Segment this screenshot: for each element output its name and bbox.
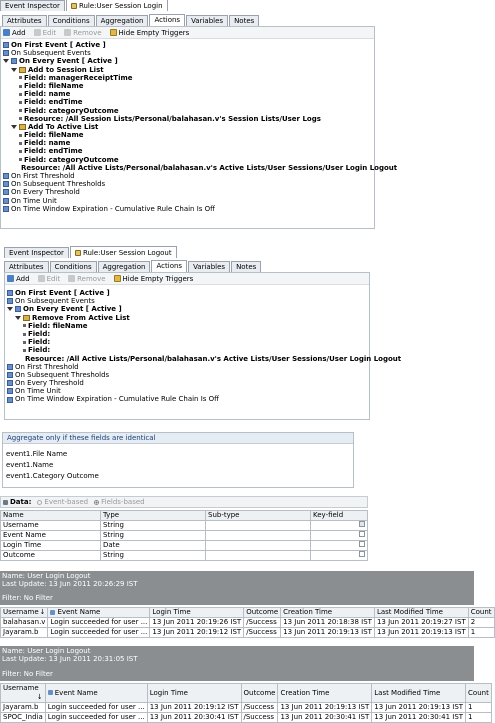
tree-item[interactable]: [3, 123, 374, 131]
aggregation-header: Aggregate only if these fields are identical: [3, 433, 353, 444]
expand-icon[interactable]: [7, 306, 13, 312]
cell-name: Event Name: [1, 531, 101, 541]
inspector-tabs: [0, 14, 375, 26]
table-cell: 13 Jun 2011 20:19:13 IST: [281, 628, 375, 638]
column-header[interactable]: [374, 608, 468, 618]
key-field-checkbox[interactable]: [359, 521, 365, 527]
radio-label: Event-based: [44, 498, 89, 506]
trigger-icon: [3, 173, 9, 179]
tree-item-label: On First Event [ Active ]: [15, 289, 110, 297]
table-row[interactable]: [1, 703, 492, 713]
inspector-tabs-2: [4, 260, 370, 272]
active-list-body-1: [1, 618, 495, 638]
trigger-icon: [7, 372, 13, 378]
tree-item-label: Field: managerReceiptTime: [24, 73, 133, 82]
add-button[interactable]: [7, 275, 30, 283]
rule-login-panel: [0, 0, 398, 232]
tree-item-label: On Subsequent Events: [11, 49, 91, 58]
data-source-row: [0, 496, 368, 508]
actions-panel: [0, 26, 398, 229]
column-label: Outcome: [246, 608, 279, 616]
tree-item-label: On Time Unit: [15, 387, 61, 396]
fields-based-radio[interactable]: [94, 498, 144, 506]
column-label: Count: [468, 688, 489, 697]
filter-icon: [114, 275, 121, 282]
table-cell: 13 Jun 2011 20:30:41 IST: [372, 713, 466, 723]
table-cell: Login succeeded for user ...: [45, 713, 147, 723]
data-icon: [3, 500, 8, 505]
tab-label: Rule:User Session Logout: [82, 248, 172, 257]
hide-empty-triggers-button[interactable]: [110, 29, 190, 37]
active-list-view-2: [0, 646, 489, 721]
editor-tabs-2: [4, 246, 370, 258]
tree-item-label: Field:: [28, 329, 51, 338]
tree-item[interactable]: [7, 354, 402, 363]
radio-selected-icon: [94, 500, 99, 505]
data-label: Data:: [10, 498, 32, 506]
active-list-table-2: [0, 683, 492, 723]
trigger-icon: [7, 388, 13, 394]
tab-conditions-2[interactable]: Conditions: [50, 261, 97, 272]
tree-item-label: On First Threshold: [11, 172, 75, 180]
trigger-icon: [11, 58, 17, 64]
field-icon: [19, 85, 22, 88]
tab-variables[interactable]: Variables: [186, 15, 228, 26]
tree-item-label: Resource: /All Session Lists/Personal/balahasan.v's Session Lists/User Logs: [24, 114, 321, 123]
cell-type: String: [101, 531, 206, 541]
tree-item[interactable]: [3, 98, 374, 106]
table-row[interactable]: [1, 531, 368, 541]
key-field-checkbox[interactable]: [359, 551, 365, 557]
tree-item-label: On Subsequent Thresholds: [11, 180, 106, 189]
field-icon: [19, 101, 22, 104]
column-label: Outcome: [243, 688, 276, 697]
tree-item-label: Add To Active List: [28, 122, 99, 131]
remove-label: Remove: [73, 28, 102, 37]
trigger-tree: [1, 39, 398, 213]
tab-notes[interactable]: Notes: [229, 15, 259, 26]
tree-item[interactable]: [7, 330, 369, 338]
tree-item[interactable]: [3, 41, 374, 49]
tab-aggregation[interactable]: Aggregation: [96, 15, 149, 26]
list-info-header: [0, 571, 474, 605]
actions-toolbar: [1, 27, 374, 39]
cell-name: Login Time: [1, 541, 101, 551]
data-fields-table: [0, 510, 368, 561]
column-label: Username: [3, 684, 39, 692]
column-header[interactable]: [1, 684, 46, 703]
pencil-icon: [34, 29, 41, 36]
tree-item[interactable]: [3, 197, 374, 205]
tree-item[interactable]: [7, 314, 369, 322]
tree-item[interactable]: [3, 115, 374, 123]
aggregation-field-list: [3, 444, 353, 482]
tree-item-label: On Subsequent Thresholds: [15, 370, 110, 379]
column-header[interactable]: [45, 684, 147, 703]
column-label: Last Modified Time: [376, 608, 443, 616]
table-cell: 13 Jun 2011 20:19:12 IST: [147, 703, 241, 713]
column-header[interactable]: [241, 684, 278, 703]
trigger-icon: [3, 50, 9, 56]
tree-item-label: On First Threshold: [15, 362, 79, 371]
add-label: Add: [16, 274, 30, 283]
table-row[interactable]: [1, 618, 495, 628]
table-cell: /Success: [244, 628, 281, 638]
field-icon: [19, 158, 22, 161]
tree-item-label: On Time Window Expiration - Cumulative Rule Chain Is Off: [15, 395, 219, 404]
field-icon: [23, 341, 26, 344]
event-based-radio[interactable]: [37, 498, 88, 506]
tree-item-label: On Every Threshold: [15, 379, 84, 388]
field-icon: [19, 76, 22, 79]
tree-item-label: Field: fileName: [28, 321, 88, 330]
edit-label: Edit: [42, 28, 57, 37]
tab-actions-2[interactable]: Actions: [151, 260, 187, 272]
list-last-update: Last Update: 13 Jun 2011 20:31:05 IST: [2, 655, 138, 663]
event-icon: [50, 610, 55, 615]
table-cell: 13 Jun 2011 20:19:26 IST: [150, 618, 244, 628]
column-header[interactable]: [372, 684, 466, 703]
tree-item[interactable]: [7, 305, 369, 313]
column-header[interactable]: [466, 684, 492, 703]
table-row[interactable]: [1, 551, 368, 561]
tree-item[interactable]: [3, 180, 374, 188]
col-key-field[interactable]: Key-field: [311, 511, 368, 521]
tab-conditions[interactable]: Conditions: [48, 15, 95, 26]
remove-button[interactable]: [68, 275, 105, 283]
radio-icon: [37, 500, 42, 505]
col-name[interactable]: Name: [1, 511, 101, 521]
cell-key: [311, 551, 368, 561]
table-cell: 2: [468, 618, 494, 628]
active-list-body-2: [1, 703, 492, 723]
edit-label: Edit: [46, 274, 61, 283]
table-cell: 13 Jun 2011 20:18:38 IST: [281, 618, 375, 628]
tree-item[interactable]: [7, 395, 369, 403]
column-header[interactable]: [147, 684, 241, 703]
tree-item[interactable]: [3, 147, 374, 155]
trigger-icon: [7, 298, 13, 304]
tree-item-label: On Every Threshold: [11, 188, 80, 197]
list-item[interactable]: event1.File Name: [6, 449, 68, 458]
table-header-row: [1, 684, 492, 703]
table-cell: Login succeeded for user ...: [45, 703, 147, 713]
tree-item-label: Field: categoryOutcome: [24, 106, 119, 115]
table-cell: /Success: [241, 703, 278, 713]
column-label: Event Name: [57, 608, 101, 616]
table-cell: /Success: [241, 713, 278, 723]
tree-item-label: Field: categoryOutcome: [24, 155, 119, 164]
list-name: Name: User Login Logout: [2, 572, 91, 580]
rule-icon: [75, 250, 81, 256]
active-list-table-1: [0, 607, 495, 638]
action-icon: [23, 315, 30, 321]
data-fields-panel: [0, 496, 368, 566]
tree-item-label: Remove From Active List: [32, 313, 130, 322]
cell-subtype: [206, 551, 311, 561]
expand-icon[interactable]: [15, 315, 21, 321]
cell-subtype: [206, 521, 311, 531]
tab-rule-login[interactable]: [66, 0, 168, 11]
tab-aggregation-2[interactable]: Aggregation: [98, 261, 151, 272]
tree-item-label: Field: fileName: [24, 131, 84, 140]
table-header-row: [1, 511, 368, 521]
field-icon: [19, 109, 22, 112]
tree-item[interactable]: [3, 74, 374, 82]
tree-item[interactable]: [3, 205, 374, 213]
tree-item[interactable]: [3, 139, 374, 147]
table-cell: 1: [466, 713, 492, 723]
add-label: Add: [12, 28, 26, 37]
table-header-row: [1, 608, 495, 618]
list-filter: Filter: No Filter: [2, 670, 53, 678]
hide-label: Hide Empty Triggers: [118, 28, 190, 37]
add-icon: [7, 275, 14, 282]
remove-button[interactable]: [64, 29, 101, 37]
cell-name: Username: [1, 521, 101, 531]
tree-item[interactable]: [7, 322, 369, 330]
tree-item[interactable]: [3, 156, 374, 164]
tree-item-label: On Time Window Expiration - Cumulative Rule Chain Is Off: [11, 204, 215, 213]
tree-item-label: Field:: [28, 338, 51, 347]
field-icon: [19, 93, 22, 96]
trigger-icon: [7, 380, 13, 386]
column-header[interactable]: [244, 608, 281, 618]
column-label: Login Time: [152, 608, 191, 616]
tree-item[interactable]: [3, 66, 374, 74]
cell-type: String: [101, 551, 206, 561]
action-icon: [19, 124, 26, 130]
column-header[interactable]: [1, 608, 48, 618]
key-field-checkbox[interactable]: [359, 541, 365, 547]
tab-label: Rule:User Session Login: [78, 1, 163, 10]
table-cell: Login succeeded for user ...: [48, 628, 150, 638]
tree-item[interactable]: [3, 163, 398, 172]
tree-item-label: Field: endTime: [24, 98, 83, 107]
trigger-icon: [3, 42, 9, 48]
tree-item-label: Resource: /All Active Lists/Personal/balahasan.v's Active Lists/User Sessions/User Login Logout: [25, 354, 402, 363]
cell-key: [311, 541, 368, 551]
tab-actions[interactable]: Actions: [149, 14, 185, 26]
tab-variables-2[interactable]: Variables: [188, 261, 230, 272]
tree-item[interactable]: [3, 82, 374, 90]
table-cell: Jayaram.b: [1, 703, 46, 713]
column-label: Last Modified Time: [374, 688, 441, 697]
tree-item[interactable]: [7, 338, 369, 346]
table-cell: 13 Jun 2011 20:19:13 IST: [372, 703, 466, 713]
field-icon: [19, 134, 22, 137]
column-header[interactable]: [468, 608, 494, 618]
edit-button[interactable]: [34, 29, 57, 37]
tab-attributes[interactable]: Attributes: [2, 15, 47, 26]
trigger-icon: [3, 189, 9, 195]
tree-item-label: On First Event [ Active ]: [11, 41, 106, 49]
aggregation-panel: [2, 432, 354, 488]
col-subtype[interactable]: Sub-type: [206, 511, 311, 521]
trigger-icon: [15, 306, 21, 312]
table-row[interactable]: [1, 628, 495, 638]
table-cell: 13 Jun 2011 20:19:13 IST: [374, 628, 468, 638]
tree-item[interactable]: [7, 363, 369, 371]
tree-item-label: Field: endTime: [24, 147, 83, 156]
field-icon: [23, 324, 26, 327]
cell-name: Outcome: [1, 551, 101, 561]
table-cell: 13 Jun 2011 20:19:27 IST: [374, 618, 468, 628]
cell-key: [311, 521, 368, 531]
tree-item[interactable]: [3, 131, 374, 139]
tree-item[interactable]: [3, 57, 374, 65]
data-fields-body: [1, 521, 368, 561]
tree-item[interactable]: [7, 379, 369, 387]
field-icon: [19, 142, 22, 145]
tree-item[interactable]: [3, 107, 374, 115]
tree-item-label: Field: name: [24, 90, 71, 99]
table-cell: SPOC_India: [1, 713, 46, 723]
tree-item-label: On Every Event [ Active ]: [19, 57, 118, 66]
list-item[interactable]: event1.Category Outcome: [6, 471, 99, 480]
remove-label: Remove: [77, 274, 106, 283]
tab-event-inspector-2[interactable]: Event Inspector: [4, 247, 69, 258]
column-header[interactable]: [278, 684, 372, 703]
tree-item[interactable]: [7, 346, 369, 354]
remove-icon: [64, 29, 71, 36]
cell-subtype: [206, 531, 311, 541]
edit-button[interactable]: [38, 275, 61, 283]
column-header[interactable]: [281, 608, 375, 618]
tree-item-label: Add to Session List: [28, 65, 104, 74]
column-label: Count: [470, 608, 492, 616]
table-cell: 13 Jun 2011 20:30:41 IST: [147, 713, 241, 723]
tree-item-label: Field: name: [24, 139, 71, 148]
tree-item-label: Field: fileName: [24, 81, 84, 90]
table-cell: Jayaram.b: [1, 628, 48, 638]
list-item[interactable]: event1.Name: [6, 460, 54, 469]
field-icon: [23, 333, 26, 336]
field-icon: [19, 117, 22, 120]
list-filter: Filter: No Filter: [2, 594, 53, 602]
pencil-icon: [38, 275, 45, 282]
tree-item[interactable]: [3, 172, 374, 180]
tree-item-label: On Every Event [ Active ]: [23, 305, 122, 314]
table-row[interactable]: [1, 713, 492, 723]
remove-icon: [68, 275, 75, 282]
tree-item-label: Resource: /All Active Lists/Personal/balahasan.v's Active Lists/User Sessions/User Login Logout: [21, 163, 398, 172]
col-type[interactable]: Type: [101, 511, 206, 521]
tab-attributes-2[interactable]: Attributes: [4, 261, 49, 272]
key-field-checkbox[interactable]: [359, 531, 365, 537]
add-icon: [3, 29, 10, 36]
column-label: Username: [3, 608, 39, 616]
tree-item[interactable]: [7, 371, 369, 379]
column-label: Creation Time: [280, 688, 330, 697]
tree-item-label: On Time Unit: [11, 196, 57, 205]
editor-tabs: [0, 0, 375, 11]
expand-icon[interactable]: [11, 67, 17, 73]
sort-down-icon[interactable]: ↓: [39, 608, 46, 616]
tree-item[interactable]: [7, 289, 369, 297]
hide-empty-triggers-button[interactable]: [114, 275, 194, 283]
tree-item-label: On Subsequent Events: [15, 297, 95, 306]
expand-icon[interactable]: [3, 58, 9, 64]
event-icon: [48, 690, 53, 695]
tree-item-label: Field:: [28, 346, 51, 355]
table-cell: 1: [466, 703, 492, 713]
list-last-update: Last Update: 13 Jun 2011 20:26:29 IST: [2, 580, 138, 588]
tab-notes-2[interactable]: Notes: [231, 261, 261, 272]
cell-subtype: [206, 541, 311, 551]
add-button[interactable]: [3, 29, 26, 37]
table-row[interactable]: [1, 541, 368, 551]
trigger-icon: [7, 397, 13, 403]
table-cell: Login succeeded for user ...: [48, 618, 150, 628]
column-label: Login Time: [149, 688, 188, 697]
table-cell: 13 Jun 2011 20:30:41 IST: [278, 713, 372, 723]
trigger-icon: [3, 206, 9, 212]
sort-down-icon[interactable]: ↓: [36, 693, 43, 701]
tree-item[interactable]: [3, 188, 374, 196]
action-icon: [19, 67, 26, 73]
trigger-icon: [7, 290, 13, 296]
table-cell: /Success: [244, 618, 281, 628]
tree-item[interactable]: [7, 297, 369, 305]
field-icon: [23, 349, 26, 352]
rule-logout-panel: [4, 246, 402, 424]
column-header[interactable]: [150, 608, 244, 618]
trigger-icon: [3, 198, 9, 204]
tree-item[interactable]: [3, 49, 374, 57]
tree-item[interactable]: [7, 387, 369, 395]
cell-type: Date: [101, 541, 206, 551]
list-info-header: [0, 646, 474, 681]
trigger-icon: [3, 181, 9, 187]
table-cell: 13 Jun 2011 20:19:13 IST: [278, 703, 372, 713]
cell-type: String: [101, 521, 206, 531]
spacer: [0, 663, 474, 670]
actions-panel-2: [4, 272, 402, 420]
table-cell: 13 Jun 2011 20:19:12 IST: [150, 628, 244, 638]
filter-icon: [110, 29, 117, 36]
expand-icon[interactable]: [11, 124, 17, 130]
column-label: Event Name: [54, 688, 98, 697]
hide-label: Hide Empty Triggers: [122, 274, 194, 283]
table-row[interactable]: [1, 521, 368, 531]
radio-label: Fields-based: [101, 498, 145, 506]
table-cell: balahasan.v: [1, 618, 48, 628]
rule-icon: [71, 3, 77, 9]
column-label: Creation Time: [283, 608, 333, 616]
actions-toolbar-2: [5, 273, 369, 285]
tree-item[interactable]: [3, 90, 374, 98]
cell-key: [311, 531, 368, 541]
active-list-view-1: [0, 571, 492, 641]
tab-event-inspector[interactable]: Event Inspector: [0, 0, 65, 11]
table-cell: 1: [468, 628, 494, 638]
column-header[interactable]: [48, 608, 150, 618]
trigger-tree-2: [5, 285, 402, 404]
tab-rule-logout[interactable]: [70, 246, 177, 258]
trigger-icon: [7, 364, 13, 370]
field-icon: [19, 150, 22, 153]
list-name: Name: User Login Logout: [2, 647, 91, 655]
